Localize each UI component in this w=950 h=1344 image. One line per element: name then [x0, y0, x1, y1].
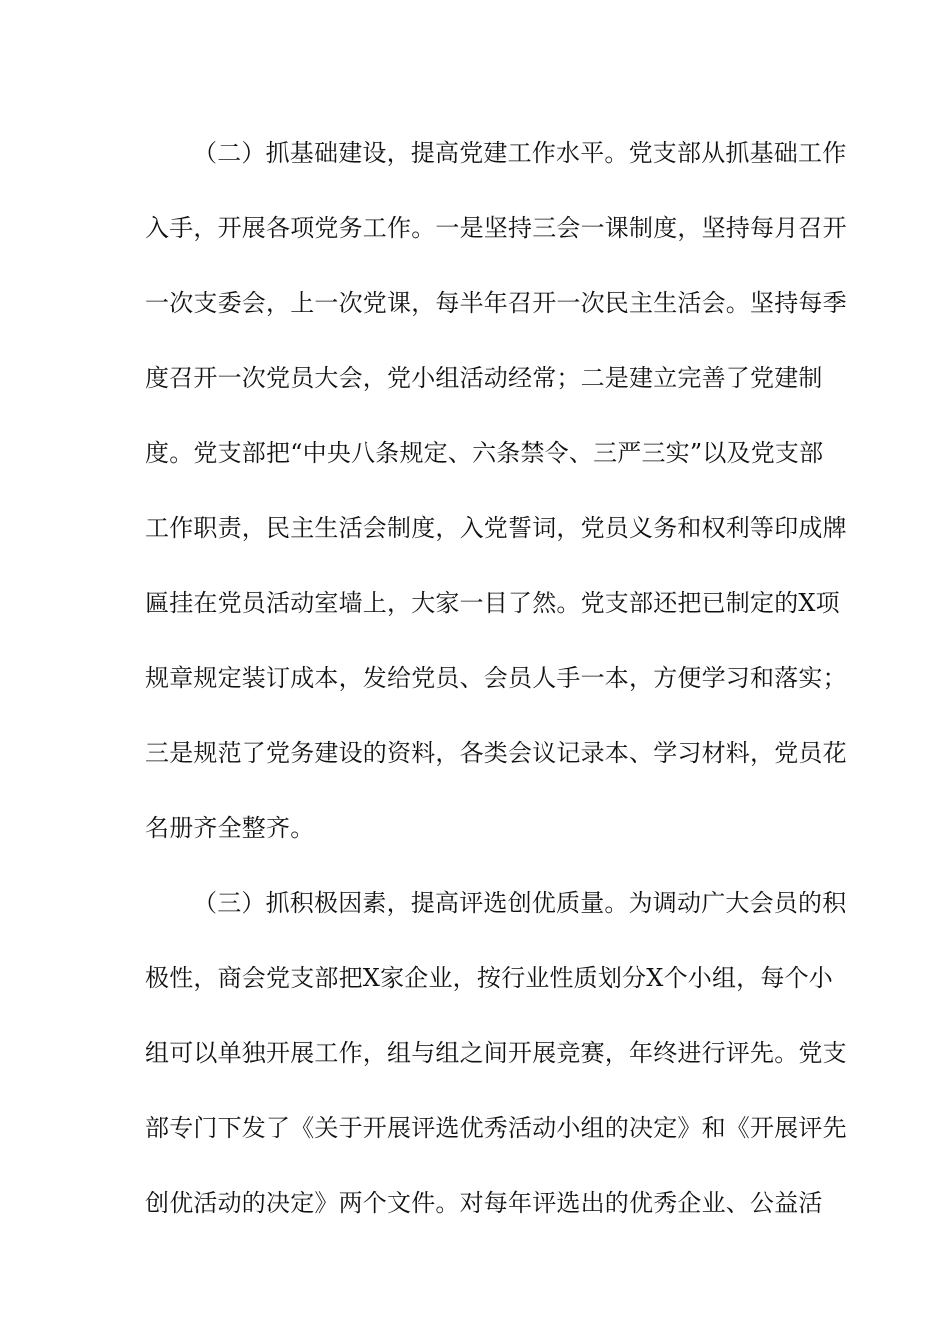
- paragraph-2-line-7: 匾挂在党员活动室墙上，大家一目了然。党支部还把已制定的X项: [145, 589, 840, 617]
- paragraph-2-line-9: 三是规范了党务建设的资料，各类会议记录本、学习材料，党员花: [145, 739, 847, 767]
- paragraph-3-line-5: 创优活动的决定》两个文件。对每年评选出的优秀企业、公益活: [145, 1189, 823, 1217]
- paragraph-2-line-6: 工作职责，民主生活会制度，入党誓词，党员义务和权利等印成牌: [145, 514, 847, 542]
- paragraph-2-line-4: 度召开一次党员大会，党小组活动经常；二是建立完善了党建制: [145, 364, 823, 392]
- paragraph-2-line-2: 入手，开展各项党务工作。一是坚持三会一课制度，坚持每月召开: [145, 214, 847, 242]
- paragraph-2-line-3: 一次支委会，上一次党课，每半年召开一次民主生活会。坚持每季: [145, 289, 847, 317]
- paragraph-2-line-10: 名册齐全整齐。: [145, 814, 315, 842]
- paragraph-2-line-5: 度。党支部把“中央八条规定、六条禁令、三严三实”以及党支部: [145, 439, 824, 467]
- paragraph-2-line-1: （二）抓基础建设，提高党建工作水平。党支部从抓基础工作: [193, 139, 847, 167]
- paragraph-3-line-3: 组可以单独开展工作，组与组之间开展竞赛，年终进行评先。党支: [145, 1039, 847, 1067]
- paragraph-2-line-8: 规章规定装订成本，发给党员、会员人手一本，方便学习和落实；: [145, 664, 847, 692]
- paragraph-3-line-4: 部专门下发了《关于开展评选优秀活动小组的决定》和《开展评先: [145, 1114, 847, 1142]
- paragraph-3-line-1: （三）抓积极因素，提高评选创优质量。为调动广大会员的积: [193, 889, 847, 917]
- paragraph-3-line-2: 极性，商会党支部把X家企业，按行业性质划分X个小组，每个小: [145, 964, 833, 992]
